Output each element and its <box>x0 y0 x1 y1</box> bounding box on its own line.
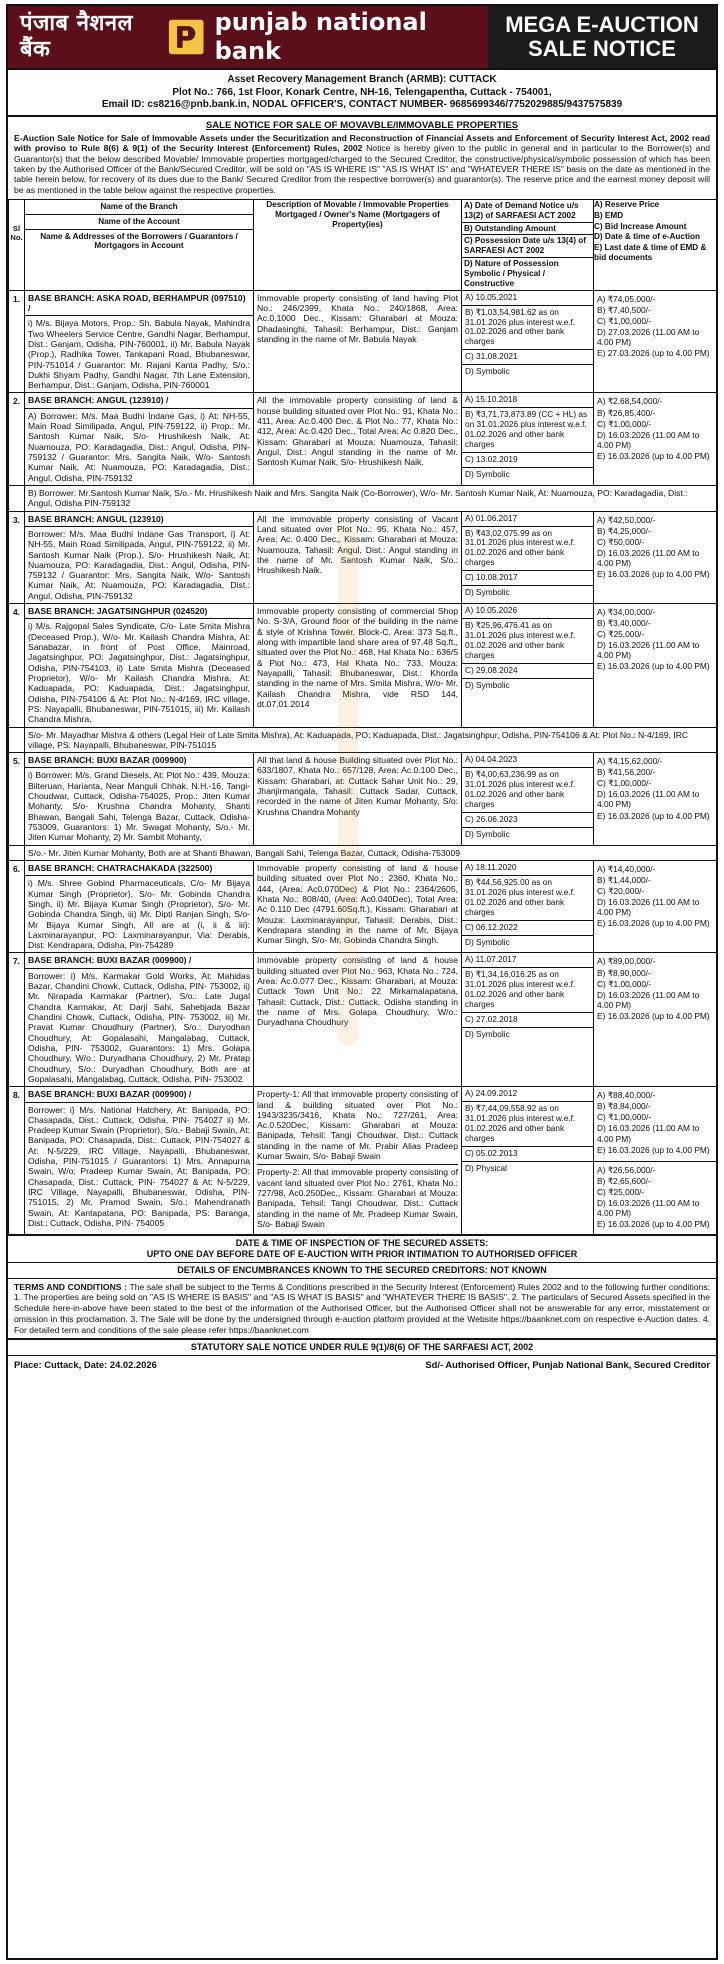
date-item: D) Physical <box>465 1162 507 1173</box>
terms-and-conditions <box>8 1278 716 1339</box>
row-reserve-prices <box>594 511 717 604</box>
price-item-property-2: B) ₹2,65,600/- <box>597 1175 651 1186</box>
row-borrowers <box>25 393 254 486</box>
row-branch-name: BASE BRANCH: BUXI BAZAR (009900) / <box>25 1087 253 1102</box>
auction-title-line1: MEGA E-AUCTION <box>505 11 699 37</box>
price-item: C) ₹50,000/- <box>597 536 645 547</box>
row-property-description <box>254 953 462 1087</box>
row-sl-number: 4. <box>9 604 25 727</box>
notice-intro-bold: E-Auction Sale Notice for Sale of Immovable Assets under the Securitization and Reconstruction of Financial Assets and Enforcement of Security Interest Act, 2002 read with proviso to Rule 8(6) & 9(1) of the Security Interest (Enforcement) Rules, 2002 <box>14 133 710 154</box>
price-item: C) ₹20,000/- <box>597 886 645 897</box>
date-item: B) ₹25,96,476.41 as on 31.01.2026 plus interest w.e.f. 01.02.2026 and other bank charges <box>462 619 593 664</box>
row-property-description <box>254 393 462 486</box>
table-row-continuation <box>9 727 717 753</box>
date-item: A) 10.05.2026 <box>462 604 593 619</box>
price-item: B) ₹8,90,000/- <box>597 967 651 978</box>
property-description-item: All the immovable property consisting of Vacant Land situated over Plot No.: 95, Khata No.: 457, Area: Ac. 0.400 Dec., Kissam: Gharabari at Mouza: Nuamouza, Tahasil: Angul, Dist.: Angul standing in the name of Mr. Santosh Kumar Naik, S/o.: Hrushikesh Naik. <box>257 513 458 576</box>
property-description-item: Immovable property consisting of land having Plot No.: 246/2399, Khata No.: 240/1868, Area: Ac.0.1000 Dec., Kissam: Gharabari at Mouza: Dhadasinghi, Tahasil: Berhampur, Dist.: Ganjam standing in the name of Mr. Babula Nayak <box>257 292 458 344</box>
price-item: D) 16.03.2026 (11.00 AM to 4.00 PM) <box>597 640 700 661</box>
table-row <box>9 953 717 1087</box>
row-property-description <box>254 290 462 393</box>
header-prices <box>594 199 717 290</box>
row-borrower-details: i) Borrower: M/s. Grand Diesels, At: Plot No.: 439, Mouza: Bilteruan, Harianta, Near Manguli Chhak, N.H.-16, Tangi-Choudwar, Cuttack, Odisha-754025, Prop.: Jiten Kumar Mohanty, S/o- Krushna Chandra Mohanty, Shanti Bhawan, Bangali Sahi, Telenga Bazar, Cuttack, Odisha-753009, Guarantors: 1) Mr. Swagat Mohanty, S/o.- Mr. Jiten Kumar Mohanty, 2) Mr. Sambit Mohanty, <box>28 770 250 843</box>
notice-intro <box>8 133 716 199</box>
date-item: C) 29.08.2024 <box>462 664 593 679</box>
row-borrowers <box>25 953 254 1087</box>
properties-table <box>8 199 717 1235</box>
date-item: B) ₹3,71,73,873.89 (CC + HL) as on 31.01.2026 plus interest w.e.f. 01.02.2026 and other bank charges <box>462 408 593 453</box>
price-item: A) ₹89,00,000/- <box>597 956 656 967</box>
price-item: A) ₹74,05,000/- <box>597 293 656 304</box>
price-item: C) ₹1,00,000/- <box>597 778 652 789</box>
price-item: E) 27.03.2026 (up to 4.00 PM) <box>597 348 710 359</box>
price-item: C) ₹1,00,000/- <box>597 315 652 326</box>
row-dates-outstanding <box>462 753 594 846</box>
price-item-property-2: D) 16.03.2026 (11.00 AM to 4.00 PM) <box>597 1197 700 1218</box>
authorised-officer-signature: Sd/- Authorised Officer, Punjab National Bank, Secured Creditor <box>425 1359 710 1371</box>
row-sl-number: 2. <box>9 393 25 486</box>
row-sl-number: 3. <box>9 511 25 604</box>
row-borrower-continuation: S/o- Mr. Mayadhar Mishra & others (Legal Heir of Late Smita Mishra), At: Kaduapada, PO: Kaduapada, Dist.: Jagatsinghpur, Odisha, PIN-754106 & At: Plot No.: N-4/169, IRC village, PS: Nayapalli, Bhubaneswar, PIN-751015 <box>25 727 717 753</box>
date-item: D) Symbolic <box>465 936 510 947</box>
price-item: C) ₹1,00,000/- <box>597 418 652 429</box>
branch-info-line3: Email ID: cs8216@pnb.bank.in, NODAL OFFICER'S, CONTACT NUMBER- 9685699346/7752029885/9437575839 <box>101 99 623 110</box>
row-borrowers <box>25 511 254 604</box>
price-item: A) ₹4,15,62,000/- <box>597 756 663 767</box>
notice-intro-body: Notice is hereby given to the public in general and in particular to the Borrower(s) and Guarantor(s) that the below described Movable/ Immovable properties mortgaged/charged to the Secured Creditor, the constructive/physical/symbolic possession of which has been taken by the Authorised Officer of the Bank/Secured Creditor, will be sold on "AS IS WHERE IS" "AS IS WHAT IS" and "WHATEVER THERE IS" basis on the date as mentioned in the table herein below, for recovery of its dues due to the Bank/ Secured Creditor from the respective borrower(s) and guarantor(s). The reserve price and the earnest money deposit will be as mentioned in the table below against the respective properties. <box>14 143 710 195</box>
row-branch-name: BASE BRANCH: ANGUL (123910) / <box>25 393 253 408</box>
price-item: E) 16.03.2026 (up to 4.00 PM) <box>597 810 710 821</box>
date-item: D) Symbolic <box>465 366 510 377</box>
encumbrances-line: DETAILS OF ENCUMBRANCES KNOWN TO THE SECURED CREDITORS: NOT KNOWN <box>8 1262 716 1278</box>
date-item: B) ₹1,03,54,981.62 as on 31.01.2026 plus interest w.e.f. 01.02.2026 and other bank charges <box>462 306 593 351</box>
row-reserve-prices <box>594 290 717 393</box>
price-item: E) 16.03.2026 (up to 4.00 PM) <box>597 450 710 461</box>
date-item: B) ₹43,02,075.99 as on 31.01.2026 plus interest w.e.f. 01.02.2026 and other bank charges <box>462 527 593 572</box>
row-branch-name: BASE BRANCH: ASKA ROAD, BERHAMPUR (097510) / <box>25 291 253 317</box>
price-item: C) ₹1,00,000/- <box>597 978 652 989</box>
row-property-description <box>254 860 462 953</box>
pnb-logo-icon <box>168 17 204 57</box>
auction-notice-page <box>6 4 718 1960</box>
row-borrower-details: i) M/s. Bijaya Motors, Prop.: Sh. Babula Nayak, Mahindra Two Wheelers Service Centre, Gandhi Nagar, Berhampur, Dist.: Ganjam, Odisha, PIN-760001, ii) Mr. Babula Nayak (Prop.), Radhika Tower, Tankapani Road, Bhubaneswar, PIN-751014 / Guarantor: Mr. Rajani Kanta Padhy, S/o.: Dukhi Shyam Padhy, Gandhi Nagar, 7th Lane Extension, Berhampur, Dist.: Ganjam, Odisha, PIN-760001 <box>28 318 250 391</box>
row-borrower-details: Borrower: M/s. Maa Budhi Indane Gas Transport, i) At: NH-55, Main Road Similipada, Angul, PIN-759122, ii) Mr. Santosh Kumar Naik (Prop.), S/o- Hrushikesh Naik, At: Nuamouza, PO: Karadagadia, Dist.: Angul, Odisha, PIN-759132 / Guarantor: Mrs. Sangita Naik, W/o- Santosh Kumar Naik, At: Nuamouza, PO: Karadagadia, Dist.: Angul, Odisha, PIN-759132 <box>28 528 250 601</box>
price-item: D) 16.03.2026 (11.00 AM to 4.00 PM) <box>597 897 700 918</box>
bank-brand <box>8 6 488 68</box>
terms-body: The sale shall be subject to the Terms & Conditions prescribed in the Security Interest (Enforcement) Rules 2002 and to the following further conditions: 1. The properties are being sold on "AS IS WHERE IS BASIS" and "AS IS WHAT IS BASIS" and "WHATEVER THERE IS BASIS". 2. The particulars of Secured Assets specified in the Schedule here-in-above have been stated to the best of the information of the Authorised Officer, but the Authorised Officer shall not be answerable for any error, misstatement or omission in this proclamation. 3. The Sale will be done by the undersigned through e-auction platform provided at the Website https://baanknet.com on respective e-Auction dates. 4. For detailed term and conditions of the sale please refer https://baanknet.com <box>14 1281 710 1335</box>
price-item-property-2: A) ₹26,56,000/- <box>597 1164 656 1175</box>
row-dates-outstanding <box>462 393 594 486</box>
bank-name-hindi: पंजाब नैशनल बैंक <box>20 10 134 62</box>
header-price-c: C) Bid Increase Amount <box>594 221 687 231</box>
header-description: Description of Movable / Immovable Properties Mortgaged / Owner's Name (Mortgagers of Property(ies) <box>254 199 462 290</box>
table-row-continuation <box>9 845 717 860</box>
date-item: A) 24.09.2012 <box>462 1087 593 1102</box>
date-item: A) 11.07.2017 <box>462 953 593 968</box>
row-branch-name: BASE BRANCH: BUXI BAZAR (009900) <box>25 753 253 768</box>
header-date-a: A) Date of Demand Notice u/s 13(2) of SARFAESI ACT 2002 <box>462 200 593 223</box>
row-dates-outstanding <box>462 511 594 604</box>
price-item: B) ₹41,56,200/- <box>597 767 656 778</box>
row-sl-number: 6. <box>9 860 25 953</box>
date-item: C) 05.02.2013 <box>462 1147 593 1162</box>
date-item: A) 18.11.2020 <box>462 861 593 876</box>
table-row-continuation <box>9 485 717 511</box>
bank-name-english: punjab national bank <box>214 8 427 65</box>
row-reserve-prices <box>594 953 717 1087</box>
price-item: E) 16.03.2026 (up to 4.00 PM) <box>597 918 710 929</box>
table-row <box>9 604 717 727</box>
branch-info-line1: Asset Recovery Management Branch (ARMB): CUTTACK <box>227 74 497 85</box>
row-dates-outstanding <box>462 290 594 393</box>
property-description-item: Property-1: All that immovable property consisting of land & building situated over Plot No.: 1943/3235/3416, Khata No.: 727/261, Area: Ac.0.520Dec, Kissam: Gharabari at Mouza: Banipada, Tehsil: Tangi Choudwar, Dist.: Cuttack standing in the name of Mr. Prabir Alias Pradeep Kumar Swain, S/o- Babaji Swain <box>257 1089 458 1162</box>
row-borrowers <box>25 1087 254 1235</box>
notice-heading: SALE NOTICE FOR SALE OF MOVAVBLE/IMMOVABLE PROPERTIES <box>205 119 519 131</box>
table-row <box>9 1087 717 1235</box>
row-dates-outstanding <box>462 953 594 1087</box>
terms-title: TERMS AND CONDITIONS : <box>14 1281 128 1292</box>
row-property-description <box>254 753 462 846</box>
property-description-item: All the immovable property consisting of land & house building situated over Plot No.: 91, Khata No.: 411, Area: Ac.0.400 Dec. & Plot No.: 77, Khata No.: 412, Area: Ac.0.420 Dec., Total Area: Ac 0.820 Dec., Kissam: Gharabari at Mouza: Nuamouza, Tahasil: Angul, Dist.: Angul standing in the name of Mr. Santosh Kumar Naik, S/o- Hrushikesh Naik. <box>257 395 458 468</box>
header-borrower-names: Name & Addresses of the Borrowers / Guarantors / Mortgagors in Account <box>40 231 238 251</box>
row-sl-number: 5. <box>9 753 25 846</box>
row-property-description <box>254 511 462 604</box>
property-description-item: Immovable property consisting of land & house building situated over Plot No.: 963, Khata No.: 724, Area: Ac.0.077 Dec., Kissam: Gharabari, at Mouza: Cuttack Town Unit No.: 22 Mirkamalapatana, Tahasil: Cuttack, Dist.: Cuttack, Odisha standing in the name of Mrs. Golapa Choudhury, W/o.: Duryadhana Choudhury <box>257 955 458 1028</box>
table-body <box>9 290 717 1235</box>
header-date-c: C) Possession Date u/s 13(4) of SARFAESI ACT 2002 <box>462 235 593 258</box>
row-borrower-details: i) M/s. Shree Gobind Pharmaceuticals, C/o- Mr Bijaya Kumar Singh (Proprietor), S/o- Mr. Gobinda Chandra Singh, ii) Mr. Bijaya Kumar Singh (Proprietor), S/o- Mr. Gobinda Chandra Singh, iii) Mr. Dipti Ranjan Singh, S/o- Mr Bijaya Kumar Singh, All are at (i, ii & iii): Laxminarayanpur, PO: Laxminarayanpur, Via: Derabis, Dist: Kendrapara, Odisha, Pin-754289 <box>28 878 250 951</box>
price-item: E) 16.03.2026 (up to 4.00 PM) <box>597 1010 710 1021</box>
date-item: D) Symbolic <box>465 828 510 839</box>
property-description-item: Property-2: All that immovable property consisting of vacant land situated over Plot No.: 2761, Khata No.: 727/98, Ac0.250Dec., Kissam: Gharabari at Mouza: Banipada, Tehsil: Tangi Choudwar, Dist.: Cuttack standing in the name of Mr. Pradeep Kumar Swain, S/o- Babaji Swain <box>257 1164 458 1232</box>
header-sl: Sl No. <box>9 199 25 290</box>
row-borrowers <box>25 290 254 393</box>
date-item: C) 13.02.2019 <box>462 453 593 468</box>
price-item: E) 16.03.2026 (up to 4.00 PM) <box>597 661 710 672</box>
date-item: B) ₹1,34,16,016.25 as on 31.01.2026 plus interest w.e.f. 01.02.2026 and other bank charges <box>462 968 593 1013</box>
property-description-item: Immovable property consisting of commercial Shop No. S-3/A, Ground floor of the building in the name & style of Krishna Tower, Block-C, Area: 373 Sq.ft., along with impartible land share area of 97.48 Sq.ft., situated over the Plot No.: 468, Hal Khata No.: 636/5 & Plot No.: 473, Hal Khata No.: 733, Mouza: Nayapalli, Tahasil: Bhubaneswar, Dist.: Khorda standing in the name of Mrs. Smita Mishra, W/o- Mr. Kailash Chandra Mishra, vide RSD 144, dt.07.01.2014 <box>257 606 458 709</box>
row-sl-number: 1. <box>9 290 25 393</box>
price-item: B) ₹26,85,400/- <box>597 407 656 418</box>
date-item: C) 27.02.2018 <box>462 1013 593 1028</box>
row-borrowers <box>25 753 254 846</box>
date-item: D) Symbolic <box>465 1029 510 1040</box>
price-item: D) 16.03.2026 (11.00 AM to 4.00 PM) <box>597 1123 700 1144</box>
row-branch-name: BASE BRANCH: ANGUL (123910) <box>25 512 253 527</box>
auction-title-line2: SALE NOTICE <box>528 36 676 61</box>
table-row <box>9 290 717 393</box>
property-description-item: Immovable property consisting of land & house building situated over Plot No.: 2360, Khata No.: 444, (Area: Ac0.070Dec) & Plot No.: 2364/2605, Khata No.: 808/40, (Area: Ac0.040Dec), Total Area: Ac 0.110 Dec (4791.60Sq.ft.), Kissam: Gharabari at Mouza: Laxminarayanpur, Tahasil: Derabis, Dist.: Kendrapara standing in the name of Mr. Bijaya Kumar Singh, S/o- Mr. Gobinda Chandra Singh. <box>257 862 458 946</box>
table-row <box>9 511 717 604</box>
row-sl-number: 8. <box>9 1087 25 1235</box>
date-item: A) 01.06.2017 <box>462 512 593 527</box>
statutory-line: STATUTORY SALE NOTICE UNDER RULE 9(1)/8(6) OF THE SARFAESI ACT, 2002 <box>8 1338 716 1356</box>
price-item: A) ₹88,40,000/- <box>597 1090 656 1101</box>
signature-line <box>8 1356 716 1373</box>
row-reserve-prices <box>594 1087 717 1235</box>
row-property-description <box>254 1087 462 1235</box>
inspection-line2: UPTO ONE DAY BEFORE DATE OF E-AUCTION WITH PRIOR INTIMATION TO AUTHORISED OFFICER <box>146 1249 578 1260</box>
date-item: D) Symbolic <box>465 469 510 480</box>
price-item: B) ₹1,44,000/- <box>597 875 651 886</box>
price-item: D) 16.03.2026 (11.00 AM to 4.00 PM) <box>597 429 700 450</box>
date-item: D) Symbolic <box>465 587 510 598</box>
date-item: A) 10.05.2021 <box>462 291 593 306</box>
row-dates-outstanding <box>462 1087 594 1235</box>
row-sl-empty <box>9 845 25 860</box>
price-item: D) 16.03.2026 (11.00 AM to 4.00 PM) <box>597 989 700 1010</box>
price-item: A) ₹14,40,000/- <box>597 863 656 874</box>
row-sl-empty <box>9 485 25 511</box>
price-item: D) 16.03.2026 (11.00 AM to 4.00 PM) <box>597 547 700 568</box>
row-reserve-prices <box>594 604 717 727</box>
date-item: C) 06.12.2022 <box>462 921 593 936</box>
row-reserve-prices <box>594 393 717 486</box>
table-row <box>9 753 717 846</box>
date-item: B) ₹4,00,63,236.99 as on 31.01.2026 plus interest w.e.f. 01.02.2026 and other bank charges <box>462 768 593 813</box>
header-dates <box>462 199 594 290</box>
date-item: C) 10.08.2017 <box>462 571 593 586</box>
property-description-item: All that land & house Building situated over Plot No.: 633/1807, Khata No.: 657/128, Area: Ac.0.100 Dec., Kissam: Gharabari, at: Cuttack Sahar Unit No.: 29, Jhanjirmangala, Tahasil: Cuttack Sadar, Cuttack, recorded in the name of Jiten Kumar Mohanty, S/o: Krushna Chandra Mohanty <box>257 755 458 817</box>
header-price-b: B) EMD <box>594 210 624 220</box>
row-borrower-details: Borrower: i) M/s. National Hatchery, At: Banipada, PO: Chasapada, Dist.: Cuttack, Odisha, PIN- 754027 ii) Mr. Pradeep Kumar Swain (Proprietor), S/o.- Babaji Swain, At: Banipada, PO: Chasapada, Dist.: Cuttack, PIN-754027 & At: N-5/229, IRC Village, Nayapalli, Bhubaneswar, Odisha, PIN-751015 / Guarantors: 1) Mrs. Annapurna Swain, W/o: Pradeep Kumar Swain, At: Banipada, PO: Chasapada, Dist.: Cuttack, PIN- 754027 & At: N-5/229, IRC Village, Nayapalli, Bhubaneswar, Odisha, PIN- 751015, 2) Mr. Pramod Swain, S/o.: Mahendranath Swain, At: Kantapatana, PO: Banipada, PS: Baranga, Dist.: Cuttack, Odisha, PIN- 754005 <box>28 1104 250 1228</box>
row-reserve-prices <box>594 753 717 846</box>
header-account: Name of the Account <box>25 215 253 230</box>
date-item: B) ₹44,56,925.00 as on 31.01.2026 plus interest w.e.f. 01.02.2026 and other bank charges <box>462 876 593 921</box>
row-borrowers <box>25 860 254 953</box>
price-item: C) ₹1,00,000/- <box>597 1112 652 1123</box>
header-price-a: A) Reserve Price <box>594 199 660 209</box>
price-item: A) ₹2,68,54,000/- <box>597 396 663 407</box>
row-property-description <box>254 604 462 727</box>
branch-info <box>8 70 716 117</box>
row-borrower-details: Borrower: i) M/s. Karmakar Gold Works, At: Mahidas Bazar, Chandini Chowk, Cuttack, Odisha, PIN- 753002, ii) Mr. Nirapada Karmakar (Partner), S/o.: Late Jugal Chandra Karmakar, At: Darji Sahi, Sahebjada Bazar Chandini Chowk, Cuttack, Odisha, PIN- 753002, iii) Mr. Pravat Kumar Choudhury (Partner), S/o.: Duryodhan Choudhury, At: Gopalasahi, Mangalabag, Cuttack, Odisha, PIN- 753002, Guarantors: 1) Mrs. Golapa Choudhury, W/o.: Duryadhana Choudhury, 2) Mr. Pratap Choudhury, S/o.: Duryadhan Choudhury, Both are at Gopalasahi, Mangalabag, Cuttack, Odisha, PIN- 753002 <box>28 970 250 1084</box>
inspection-line1: DATE & TIME OF INSPECTION OF THE SECURED ASSETS: <box>235 1238 489 1249</box>
price-item: A) ₹42,50,000/- <box>597 514 656 525</box>
price-item: B) ₹8,84,000/- <box>597 1101 651 1112</box>
price-item-property-2: C) ₹25,000/- <box>597 1186 645 1197</box>
row-sl-number: 7. <box>9 953 25 1087</box>
price-item: C) ₹25,000/- <box>597 629 645 640</box>
branch-info-line2: Plot No.: 766, 1st Floor, Konark Centre, NH-16, Telengapentha, Cuttack - 754001, <box>172 86 552 98</box>
header-price-d: D) Date & time of e-Auction <box>594 232 700 242</box>
date-item: C) 31.08.2021 <box>462 350 593 365</box>
price-item: A) ₹34,00,000/- <box>597 607 656 618</box>
price-item: E) 16.03.2026 (up to 4.00 PM) <box>597 1144 710 1155</box>
table-row <box>9 860 717 953</box>
price-item: D) 27.03.2026 (11.00 AM to 4.00 PM) <box>597 326 700 347</box>
header-branch: Name of the Branch <box>25 200 253 215</box>
price-item: B) ₹7,40,500/- <box>597 304 651 315</box>
table-header-row <box>9 199 717 290</box>
date-item: A) 04.04.2023 <box>462 753 593 768</box>
price-item: B) ₹4,25,000/- <box>597 525 651 536</box>
row-borrower-details: A) Borrower: M/s. Maa Budhi Indane Gas, i) At: NH-55, Main Road Similipada, Angul, PIN-759122, ii) Prop.: Mr. Santosh Kumar Naik, S/o- Hrushikesh Naik, At: Nuamouza, PO: Karadagadia, Dist.: Angul, Odisha, PIN-759132 / Guarantor: Mrs. Sangita Naik, W/o- Santosh Kumar Naik, At: Nuamouza, PO: Karadagadia, Dist.: Angul, Odisha, PIN-759132 <box>28 410 250 483</box>
price-item: D) 16.03.2026 (11.00 AM to 4.00 PM) <box>597 789 700 810</box>
row-reserve-prices <box>594 860 717 953</box>
price-divider <box>594 1161 716 1162</box>
inspection-info <box>8 1235 716 1262</box>
date-item: D) Symbolic <box>465 679 510 690</box>
row-borrower-details: i) M/s. Rajgopal Sales Syndicate, C/o- Late Smita Mishra (Deceased Prop.), W/o- Mr. Kailash Chandra Mishra, At: Sanabazar, in front of Post Office, Mainroad, Jagatsinghpur, PO: Jagatsinghpur, Dist.: Jagatsinghpur, Odisha, PIN-754103, ii) Late Smita Mishra (Deceased Proprietor), W/o- Mr Kailash Chandra Mishra, At: Kaduapada, PO: Kaduapada, Dist.: Jagatsinghpur, Odisha, PIN-754106 & At: Plot No.: N-4/169, IRC village, PS: Nayapalli, Bhubaneswar, PIN-751015, iii) Mr. Kailash Chandra Mishra, <box>28 621 250 725</box>
header-price-e: E) Last date & time of EMD & bid documents <box>594 243 707 263</box>
row-dates-outstanding <box>462 604 594 727</box>
row-borrower-continuation: S/o.- Mr. Jiten Kumar Mohanty, Both are at Shanti Bhawan, Bangali Sahi, Telenga Bazar, Cuttack, Odisha-753009 <box>25 845 717 860</box>
header-date-b: B) Outstanding Amount <box>462 223 593 236</box>
row-branch-name: BASE BRANCH: CHATRACHAKADA (322500) <box>25 861 253 876</box>
date-item: C) 26.06.2023 <box>462 813 593 828</box>
date-item: B) ₹7,44,09,558.92 as on 31.01.2026 plus interest w.e.f. 01.02.2026 and other bank charges <box>462 1102 593 1147</box>
date-item: A) 15.10.2018 <box>462 393 593 408</box>
row-sl-empty <box>9 727 25 753</box>
row-borrowers <box>25 604 254 727</box>
row-dates-outstanding <box>462 860 594 953</box>
header-banner <box>8 6 716 70</box>
row-branch-name: BASE BRANCH: JAGATSINGHPUR (024520) <box>25 604 253 619</box>
header-date-d: D) Nature of Possession Symbolic / Physical / Constructive <box>464 259 559 288</box>
place-date: Place: Cuttack, Date: 24.02.2026 <box>14 1359 157 1371</box>
row-branch-name: BASE BRANCH: BUXI BAZAR (009900) / <box>25 953 253 968</box>
price-item-property-2: E) 16.03.2026 (up to 4.00 PM) <box>597 1219 710 1230</box>
price-item: E) 16.03.2026 (up to 4.00 PM) <box>597 568 710 579</box>
header-borrowers <box>25 199 254 290</box>
row-borrower-continuation: B) Borrower: Mr.Santosh Kumar Naik, S/o.- Mr. Hrushikesh Naik and Mrs. Sangita Naik (Co-Borrower), W/o- Mr. Santosh Kumar Naik, At: Nuamouza, PO: Karadagadia, Dist.: Angul, Odisha PIN-759132 <box>25 485 717 511</box>
price-item: B) ₹3,40,000/- <box>597 618 651 629</box>
table-row <box>9 393 717 486</box>
auction-title <box>488 6 716 68</box>
